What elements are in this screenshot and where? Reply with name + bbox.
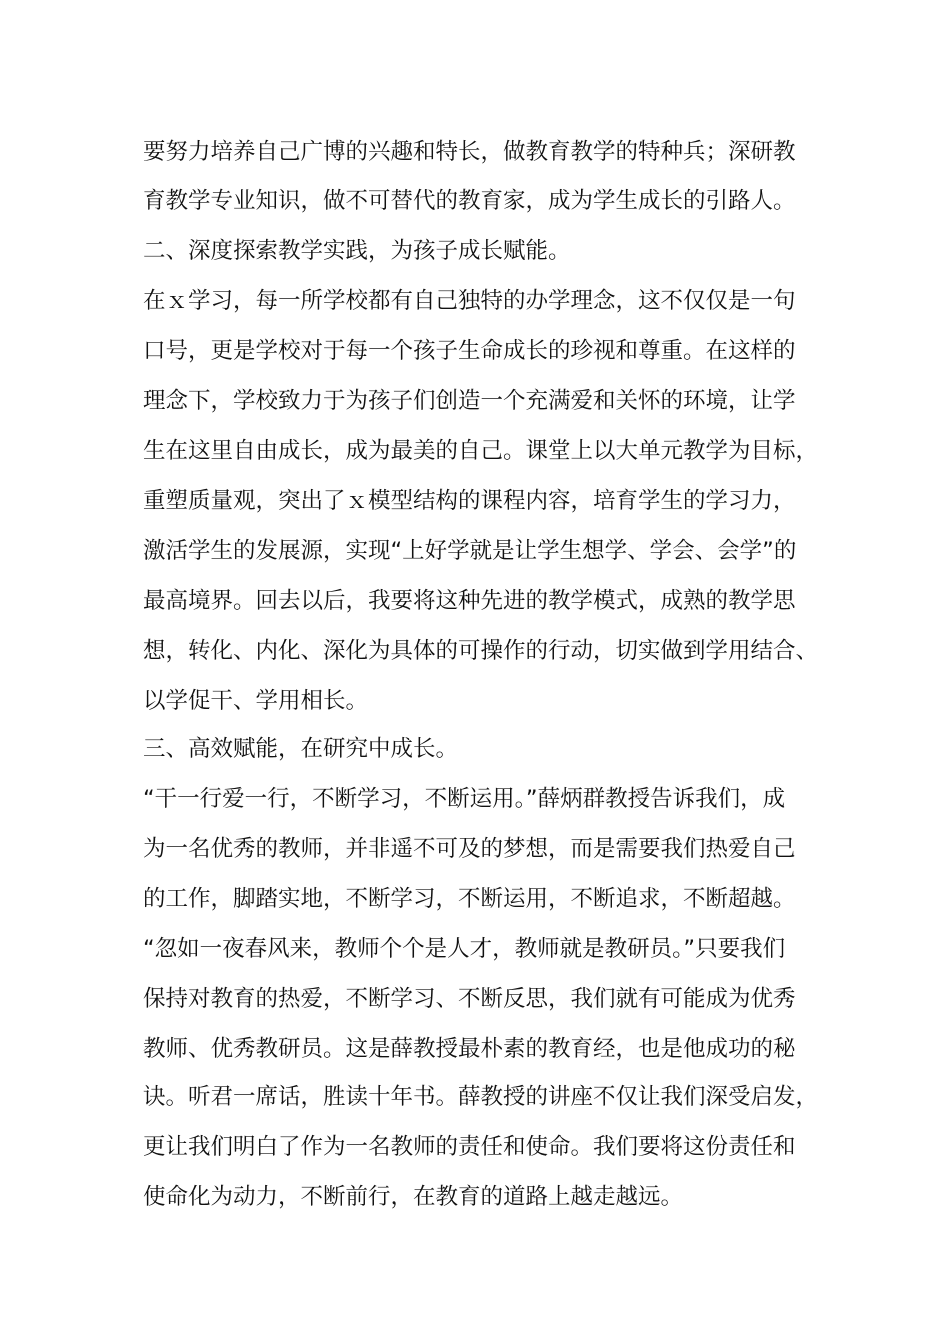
text-line: 要努力培养自己广博的兴趣和特长，做教育教学的特种兵；深研教: [143, 139, 796, 165]
text-line: 为一名优秀的教师，并非遥不可及的梦想，而是需要我们热爱自己: [143, 836, 796, 862]
text-line: 口号，更是学校对于每一个孩子生命成长的珍视和尊重。在这样的: [143, 338, 796, 364]
text-line: “干一行爱一行，不断学习，不断运用。”薛炳群教授告诉我们，成: [143, 786, 786, 812]
text-line: 育教学专业知识，做不可替代的教育家，成为学生成长的引路人。: [143, 188, 796, 214]
text-line: 以学促干、学用相长。: [143, 688, 369, 714]
text-line: 保持对教育的热爱，不断学习、不断反思，我们就有可能成为优秀: [143, 986, 796, 1012]
text-line: 理念下，学校致力于为孩子们创造一个充满爱和关怀的环境，让学: [143, 388, 796, 414]
section-heading: 三、高效赋能，在研究中成长。: [143, 736, 459, 762]
text-line: 更让我们明白了作为一名教师的责任和使命。我们要将这份责任和: [143, 1134, 796, 1160]
section-heading: 二、深度探索教学实践，为孩子成长赋能。: [143, 238, 571, 264]
text-line: 生在这里自由成长，成为最美的自己。课堂上以大单元教学为目标，: [143, 438, 819, 464]
text-line: 想，转化、内化、深化为具体的可操作的行动，切实做到学用结合、: [143, 638, 819, 664]
text-line: 诀。听君一席话，胜读十年书。薛教授的讲座不仅让我们深受启发，: [143, 1084, 819, 1110]
text-line: 重塑质量观，突出了ｘ模型结构的课程内容，培育学生的学习力，: [143, 488, 796, 514]
text-line: 激活学生的发展源，实现“上好学就是让学生想学、学会、会学”的: [143, 538, 797, 564]
text-line: 教师、优秀教研员。这是薛教授最朴素的教育经，也是他成功的秘: [143, 1036, 796, 1062]
text-line: 最高境界。回去以后，我要将这种先进的教学模式，成熟的教学思: [143, 588, 796, 614]
text-line: 在ｘ学习，每一所学校都有自己独特的办学理念，这不仅仅是一句: [143, 288, 796, 314]
text-line: 使命化为动力，不断前行，在教育的道路上越走越远。: [143, 1184, 684, 1210]
text-line: 的工作，脚踏实地，不断学习，不断运用，不断追求，不断超越。: [143, 886, 796, 912]
text-line: “忽如一夜春风来，教师个个是人才，教师就是教研员。”只要我们: [143, 936, 786, 962]
